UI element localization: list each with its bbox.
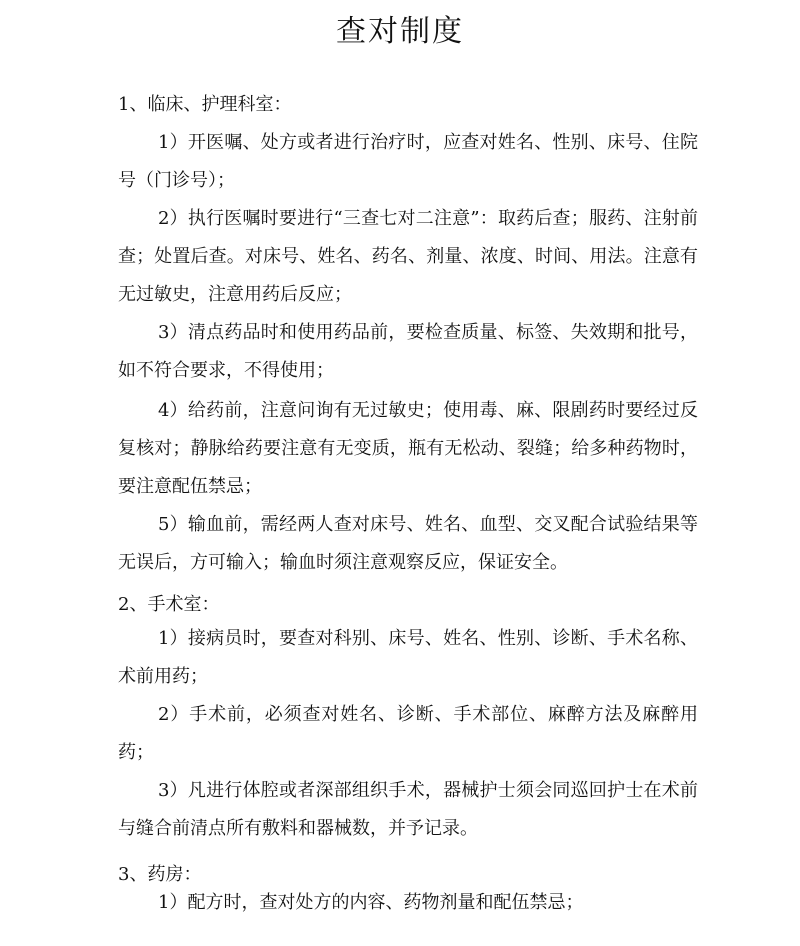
section-1-item-3 (118, 314, 698, 390)
section-1-item-1 (118, 124, 698, 200)
section-2-item-3 (118, 772, 698, 848)
section-2-item-1 (118, 620, 698, 696)
section-1-item-1-text: 1）开医嘱、处方或者进行治疗时，应查对姓名、性别、床号、住院号（门诊号）； (118, 132, 698, 191)
section-1-item-4 (118, 392, 698, 506)
section-1-item-5-text: 5）输血前，需经两人查对床号、姓名、血型、交叉配合试验结果等无误后，方可输入；输血时须注意观察反应，保证安全。 (118, 514, 698, 573)
section-2-item-1-text: 1）接病员时，要查对科别、床号、姓名、性别、诊断、手术名称、术前用药； (118, 628, 698, 687)
section-2-item-2-text: 2）手术前，必须查对姓名、诊断、手术部位、麻醉方法及麻醉用药； (118, 704, 698, 763)
section-heading-2: 2、手术室： (118, 594, 220, 615)
section-3-item-1 (118, 884, 698, 922)
section-heading-1: 1、临床、护理科室： (118, 94, 292, 115)
section-1-item-5 (118, 506, 698, 582)
section-1-item-4-text: 4）给药前，注意问询有无过敏史；使用毒、麻、限剧药时要经过反复核对；静脉给药要注意有无变质，瓶有无松动、裂缝；给多种药物时，要注意配伍禁忌； (118, 400, 698, 497)
document-title: 查对制度 (336, 14, 464, 49)
section-1-item-2 (118, 200, 698, 314)
section-1-item-3-text: 3）清点药品时和使用药品前，要检查质量、标签、失效期和批号，如不符合要求，不得使用； (118, 322, 698, 381)
section-2-item-2 (118, 696, 698, 772)
section-2-item-3-text: 3）凡进行体腔或者深部组织手术，器械护士须会同巡回护士在术前与缝合前清点所有敷料和器械数，并予记录。 (118, 780, 698, 839)
section-3-item-1-text: 1）配方时，查对处方的内容、药物剂量和配伍禁忌； (158, 892, 584, 913)
section-1-item-2-text: 2）执行医嘱时要进行“三查七对二注意”：取药后查；服药、注射前查；处置后查。对床号、姓名、药名、剂量、浓度、时间、用法。注意有无过敏史，注意用药后反应； (118, 208, 698, 305)
section-heading-3: 3、药房： (118, 864, 202, 885)
